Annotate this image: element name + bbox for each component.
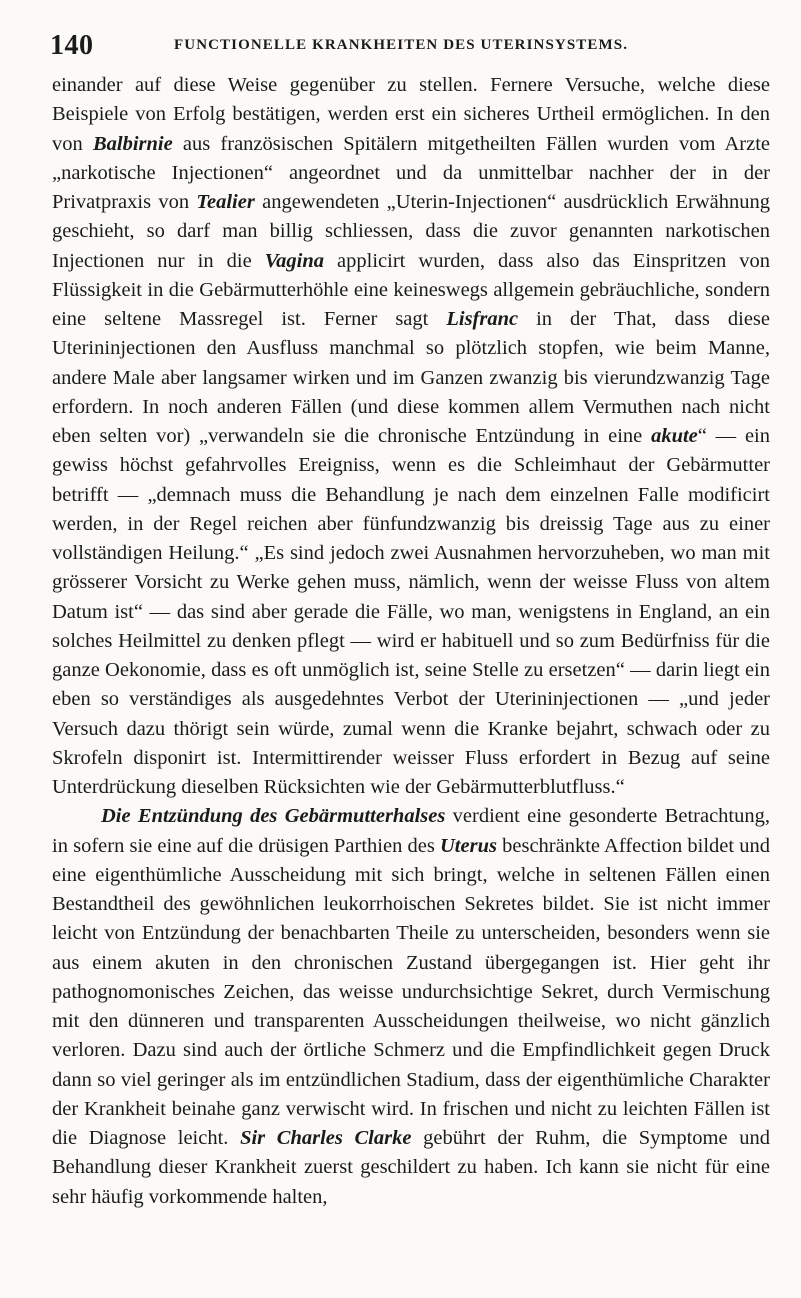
text-segment: aus französischen Spitälern mitgetheilten Fällen wurden vom Arzte „narkotische Injectionen“ angeordnet und da unmittelbar nachher der in der Privatpraxis von bbox=[52, 132, 771, 213]
text-segment: beschränkte Affection bildet und eine eigenthümliche Ausscheidung mit sich bringt, welche in seltenen Fällen einen Bestandtheil des gewöhnlichen leukorrhoischen Sekretes bildet. Sie ist nicht immer leicht von Entzündung der benachbarten Theile zu unterscheiden, besonders wenn sie aus einem akuten in den chronischen Zustand übergegangen ist. Hier geht ihr pathognomonisches Zeichen, das weisse undurchsichtige Sekret, durch Vermischung mit den dünneren und transparenten Ausscheidungen theilweise, wo nicht gänzlich verloren. Dazu sind auch der örtliche Schmerz und die Empfindlichkeit gegen Druck dann so viel geringer als im entzündlichen Stadium, dass der eigenthümliche Charakter der Krankheit beinahe ganz verwischt wird. In frischen und nicht zu leichten Fällen ist die Diagnose leicht. bbox=[52, 834, 770, 1149]
paragraph-2 bbox=[52, 802, 770, 1212]
paragraph-1 bbox=[52, 71, 770, 802]
emphasized-name: Balbirnie bbox=[92, 132, 173, 155]
text-segment: angewendeten „Uterin-Injectionen“ ausdrücklich Erwähnung geschieht, so darf man billig schliessen, dass die zuvor genannten narkotischen Injectionen nur in die bbox=[52, 191, 770, 272]
text-segment: “ — ein gewiss höchst gefahrvolles Ereigniss, wenn es die Schleimhaut der Gebärmutter betrifft — „demnach muss die Behandlung je nach dem einzelnen Falle modificirt werden, in der Regel reichen aber fünfundzwanzig bis dreissig Tage aus zu einer vollständigen Heilung.“ „Es sind jedoch zwei Ausnahmen hervorzuheben, wo man mit grösserer Vorsicht zu Werke gehen muss, nämlich, wenn der weisse Fluss von altem Datum ist“ — das sind aber gerade die Fälle, wo man, wenigstens in England, an ein solches Heilmittel zu denken pflegt — wird er habituell und so zum Bedürfniss für die ganze Oekonomie, dass es oft unmöglich ist, seine Stelle zu ersetzen“ — darin liegt ein eben so verständiges als ausgedehntes Verbot der Uterininjectionen — „und jeder Versuch dazu thörigt sein würde, zumal wenn die Kranke bejahrt, schwach oder zu Skrofeln disponirt ist. Intermittirender weisser Fluss erfordert in Bezug auf seine Unterdrückung dieselben Rücksichten wie der Gebärmutterblutfluss.“ bbox=[52, 425, 770, 798]
text-segment: einander auf diese Weise gegenüber zu stellen. Fernere Versuche, welche diese Beispiele von Erfolg bestätigen, werden erst ein sicheres Urtheil ermöglichen. In den von bbox=[52, 74, 770, 155]
emphasized-term: Uterus bbox=[440, 834, 497, 857]
emphasized-name: Lisfranc bbox=[446, 308, 519, 330]
page-header bbox=[52, 30, 775, 62]
text-segment: applicirt wurden, dass also das Einspritzen von Flüssigkeit in die Gebärmutterhöhle eine keineswegs allgemein gebräuchliche, sondern eine seltene Massregel ist. Ferner sagt bbox=[52, 249, 770, 330]
text-segment: gebührt der Ruhm, die Symptome und Behandlung dieser Krankheit zuerst geschildert zu haben. Ich kann sie nicht für eine sehr häufig vorkommende halten, bbox=[52, 1127, 770, 1208]
body-text bbox=[52, 71, 770, 1212]
emphasized-term: Vagina bbox=[264, 249, 324, 272]
emphasized-name: Sir Charles Clarke bbox=[240, 1127, 412, 1149]
emphasized-term: akute bbox=[651, 425, 698, 447]
text-segment: in der That, dass diese Uterininjectionen den Ausfluss manchmal so plötzlich stopfen, wie beim Manne, andere Male aber langsamer wirken und im Ganzen zwanzig bis vierundzwanzig Tage erfordern. In noch anderen Fällen (und diese kommen allem Vermuthen nach nicht eben selten vor) „verwandeln sie die chronische Entzündung in eine bbox=[52, 308, 770, 447]
emphasized-heading: Die Entzündung des Gebärmutterhalses bbox=[101, 805, 446, 828]
text-segment: verdient eine gesonderte Betrachtung, in sofern sie eine auf die drüsigen Parthien des bbox=[52, 805, 771, 857]
emphasized-name: Tealier bbox=[196, 191, 255, 213]
page-number: 140 bbox=[50, 30, 94, 61]
running-title: FUNCTIONELLE KRANKHEITEN DES UTERINSYSTEMS. bbox=[174, 37, 629, 53]
